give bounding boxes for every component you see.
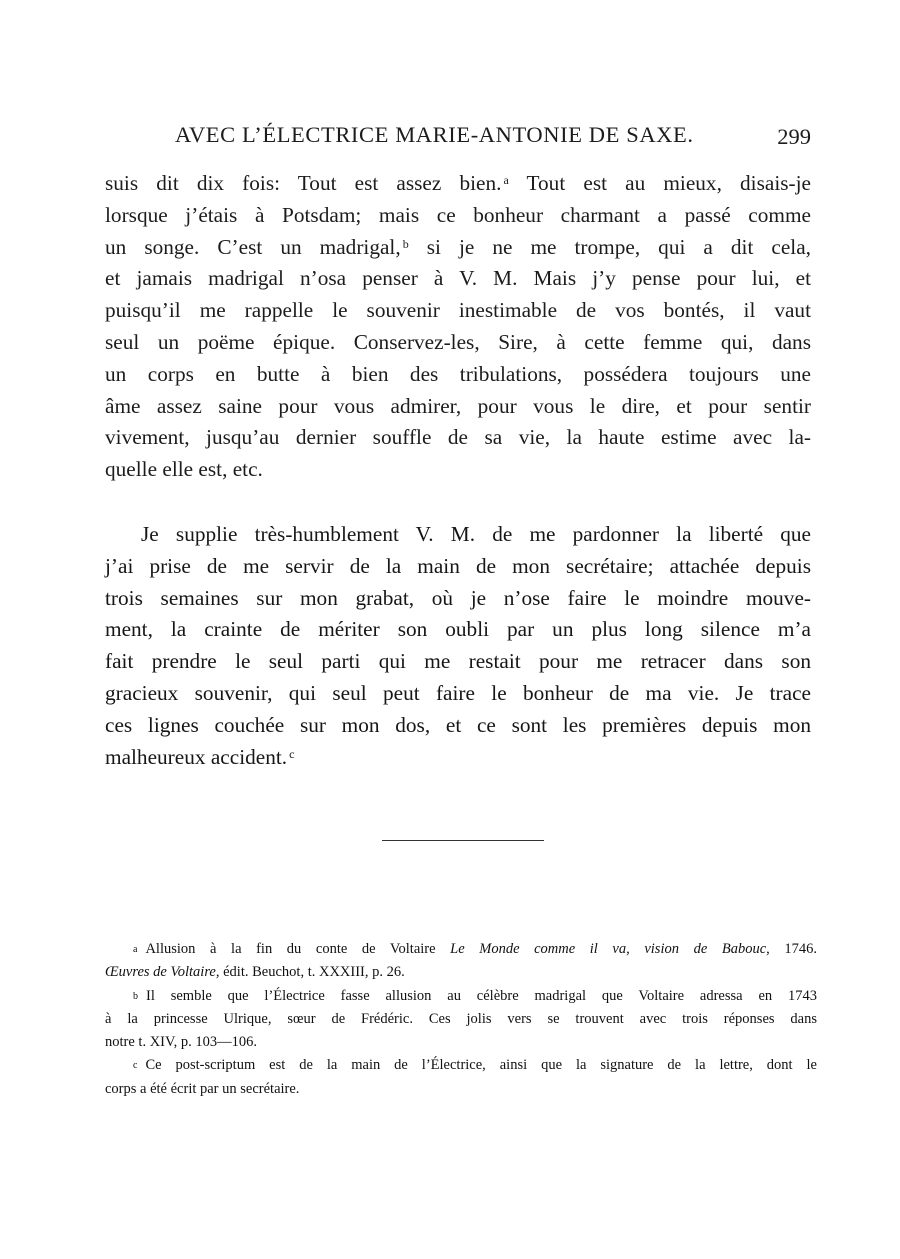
text-line: et jamais madrigal n’osa penser à V. M. Mais j’y pense pour lui, et (105, 266, 811, 291)
text-line: malheureux accident. $^c$ (105, 744, 295, 769)
text-line: un songe. C’est un madrigal, $^b$ si je ne me trompe, qui a dit cela, (105, 234, 812, 259)
footnote-mark-c: c (133, 1060, 138, 1072)
footnote-mark-b: b (133, 990, 138, 1002)
text-line: quelle elle est, etc. (105, 457, 263, 482)
footnote-a-continued: Œuvres de Voltaire, édit. Beuchot, t. XXXIII, p. 26. (105, 964, 405, 981)
page-number: 299 (777, 124, 811, 149)
footnote-divider (382, 840, 544, 841)
text-line: j’ai prise de me servir de la main de mon secrétaire; attachée depuis (105, 553, 811, 578)
text-line: vivement, jusqu’au dernier souffle de sa vie, la haute estime avec la- (105, 425, 811, 450)
footnote-c: c Ce post-scriptum est de la main de l’Électrice, ainsi que la signature de la lettre, dont le (133, 1057, 817, 1074)
running-title: AVEC L’ÉLECTRICE MARIE-ANTONIE DE SAXE. (175, 122, 694, 147)
footnote-b-continued: à la princesse Ulrique, sœur de Frédéric. Ces jolis vers se trouvent avec trois réponses dans (105, 1010, 817, 1027)
text-line: lorsque j’étais à Potsdam; mais ce bonheur charmant a passé comme (105, 202, 811, 227)
footnotes (105, 938, 817, 1101)
text-line: Je supplie très-humblement V. M. de me pardonner la liberté que (141, 522, 811, 546)
footnote-ref-a: a (503, 173, 509, 187)
text-line: ment, la crainte de mériter son oubli par un plus long silence m’a (105, 617, 811, 642)
footnote-ref-c: c (289, 746, 295, 761)
text-line: puisqu’il me rappelle le souvenir inestimable de vos bontés, il vaut (105, 298, 811, 323)
footnote-b: b Il semble que l’Électrice fasse allusion au célèbre madrigal que Voltaire adressa en 1743 (133, 987, 817, 1004)
text-line: âme assez saine pour vous admirer, pour vous le dire, et pour sentir (105, 393, 811, 418)
text-line: fait prendre le seul parti qui me restait pour me retracer dans son (105, 649, 811, 674)
text-line: un corps en butte à bien des tribulations, possédera toujours une (105, 361, 811, 386)
text-line: ces lignes couchée sur mon dos, et ce sont les premières depuis mon (105, 712, 811, 737)
postscript-paragraph (105, 519, 811, 773)
text-line: seul un poëme épique. Conservez-les, Sire, à cette femme qui, dans (105, 329, 811, 354)
footnote-c-continued: corps a été écrit par un secrétaire. (105, 1080, 300, 1097)
text-line: gracieux souvenir, qui seul peut faire le bonheur de ma vie. Je trace (105, 680, 811, 705)
footnote-ref-b: b (402, 236, 409, 251)
footnote-mark-a: a (133, 944, 138, 955)
running-head (105, 122, 811, 156)
text-line: suis dit dix fois: Tout est assez bien. $^a$ Tout est au mieux, disais-je (105, 171, 811, 195)
paragraph-continued (105, 168, 811, 486)
text-line: trois semaines sur mon grabat, où je n’ose faire le moindre mouve- (105, 585, 811, 610)
footnote-b-continued: notre t. XIV, p. 103—106. (105, 1034, 257, 1051)
footnote-a: a Allusion à la fin du conte de Voltaire Le Monde comme il va, vision de Babouc, 1746. (133, 941, 818, 957)
